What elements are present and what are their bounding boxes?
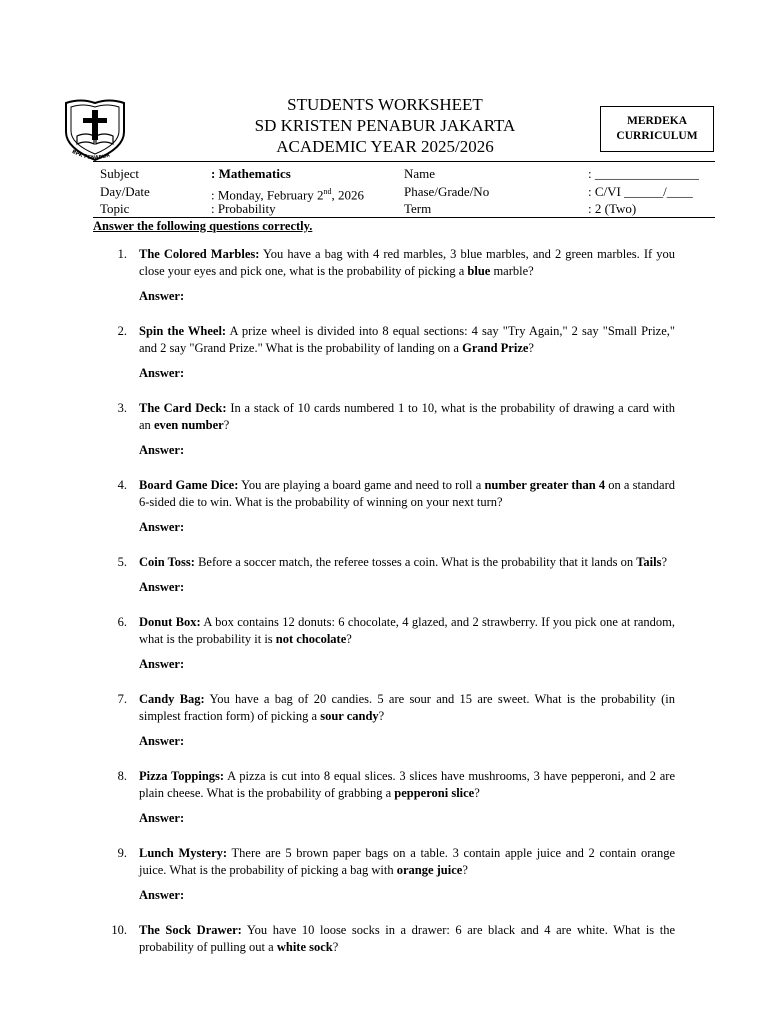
- name-field[interactable]: : ________________: [588, 166, 699, 181]
- question-text: Board Game Dice: You are playing a board game and need to roll a number greater than 4 on a standard 6-sided die to win. What is the probability of winning on your next turn?: [139, 478, 676, 509]
- worksheet-title: [230, 94, 540, 157]
- answer-label[interactable]: Answer:: [139, 366, 185, 380]
- daydate-label: Day/Date: [100, 183, 150, 199]
- phase-field[interactable]: : C/VI ______/____: [588, 183, 693, 199]
- question-text: Candy Bag: You have a bag of 20 candies. 5 are sour and 15 are sweet. What is the probability (in simplest fraction form) of picking a sour candy?: [139, 692, 675, 723]
- question-number: 6.: [117, 615, 127, 629]
- answer-label[interactable]: Answer:: [139, 443, 185, 457]
- question-item: [93, 691, 675, 750]
- topic-value: : Probability: [211, 201, 276, 216]
- question-text: The Card Deck: In a stack of 10 cards numbered 1 to 10, what is the probability of drawing a card with an even number?: [139, 401, 676, 432]
- question-title: Donut Box:: [139, 615, 201, 629]
- student-info-table: [100, 165, 715, 218]
- question-title: Lunch Mystery:: [139, 846, 228, 860]
- question-text: The Colored Marbles: You have a bag with 4 red marbles, 3 blue marbles, and 2 green marbles. If you close your eyes and pick one, what is the probability of picking a blue marble?: [139, 247, 675, 278]
- question-number: 3.: [117, 401, 127, 415]
- question-number: 9.: [117, 846, 127, 860]
- answer-label[interactable]: Answer:: [139, 289, 185, 303]
- question-text: Spin the Wheel: A prize wheel is divided into 8 equal sections: 4 say "Try Again," 2 say "Small Prize," and 2 say "Grand Prize." What is the probability of landing on a Grand Prize?: [139, 324, 676, 355]
- curriculum-box: [600, 106, 714, 152]
- answer-label[interactable]: Answer:: [139, 811, 185, 825]
- instruction: Answer the following questions correctly.: [93, 219, 313, 233]
- question-keyword: blue: [467, 264, 491, 278]
- question-list: [93, 246, 675, 974]
- question-item: [93, 554, 675, 596]
- question-number: 7.: [117, 692, 127, 706]
- question-keyword: number greater than 4: [484, 478, 606, 492]
- question-number: 8.: [117, 769, 127, 783]
- question-keyword: white sock: [276, 940, 333, 954]
- question-keyword: Grand Prize: [462, 341, 529, 355]
- question-number: 5.: [117, 555, 127, 569]
- question-item: [93, 246, 675, 305]
- header-divider-bottom: [93, 217, 715, 218]
- question-title: Board Game Dice:: [139, 478, 239, 492]
- question-keyword: not chocolate: [275, 632, 347, 646]
- question-text: Donut Box: A box contains 12 donuts: 6 chocolate, 4 glazed, and 2 strawberry. If you pick one at random, what is the probability it is not chocolate?: [139, 615, 676, 646]
- title-line: STUDENTS WORKSHEET: [287, 95, 483, 114]
- question-title: The Sock Drawer:: [139, 923, 242, 937]
- question-title: Spin the Wheel:: [139, 324, 227, 338]
- name-label: Name: [404, 166, 436, 181]
- daydate-value: : Monday, February 2nd, 2026: [211, 186, 365, 202]
- question-text: Coin Toss: Before a soccer match, the referee tosses a coin. What is the probability that it lands on Tails?: [139, 555, 668, 569]
- answer-label[interactable]: Answer:: [139, 580, 185, 594]
- question-text: The Sock Drawer: You have 10 loose socks in a drawer: 6 are black and 4 are white. What is the probability of pulling out a white sock?: [139, 923, 676, 954]
- answer-label[interactable]: Answer:: [139, 888, 185, 902]
- question-item: [93, 400, 675, 459]
- question-number: 4.: [117, 478, 127, 492]
- term-value: : 2 (Two): [588, 201, 637, 216]
- phase-label: Phase/Grade/No: [404, 183, 490, 199]
- subject-label: Subject: [100, 166, 139, 181]
- question-title: Candy Bag:: [139, 692, 205, 706]
- curriculum-line: CURRICULUM: [616, 130, 698, 142]
- answer-label[interactable]: Answer:: [139, 657, 185, 671]
- title-line: ACADEMIC YEAR 2025/2026: [276, 137, 494, 156]
- svg-text:BPK PENABUR: BPK PENABUR: [70, 148, 111, 162]
- question-keyword: pepperoni slice: [394, 786, 475, 800]
- question-text: Pizza Toppings: A pizza is cut into 8 equal slices. 3 slices have mushrooms, 3 have pepperoni, and 2 are plain cheese. What is the probability of grabbing a pepperoni slice?: [139, 769, 675, 800]
- subject-value: : Mathematics: [211, 166, 291, 181]
- question-number: 10.: [111, 923, 127, 937]
- question-title: The Colored Marbles:: [139, 247, 260, 261]
- question-keyword: orange juice: [396, 863, 463, 877]
- question-keyword: Tails: [636, 555, 662, 569]
- answer-label[interactable]: Answer:: [139, 520, 185, 534]
- question-item: [93, 614, 675, 673]
- question-item: [93, 477, 675, 536]
- question-text: Lunch Mystery: There are 5 brown paper bags on a table. 3 contain apple juice and 2 contain orange juice. What is the probability of picking a bag with orange juice?: [139, 846, 675, 877]
- topic-label: Topic: [100, 201, 130, 216]
- answer-label[interactable]: Answer:: [139, 734, 185, 748]
- info-row: [100, 165, 715, 183]
- term-label: Term: [404, 201, 432, 216]
- question-item: [93, 323, 675, 382]
- question-title: The Card Deck:: [139, 401, 227, 415]
- question-number: 2.: [117, 324, 127, 338]
- school-logo: [63, 98, 127, 164]
- question-keyword: sour candy: [320, 709, 379, 723]
- question-item: [93, 768, 675, 827]
- question-item: [93, 922, 675, 956]
- question-keyword: even number: [153, 418, 224, 432]
- title-line: SD KRISTEN PENABUR JAKARTA: [254, 116, 516, 135]
- question-number: 1.: [117, 247, 127, 261]
- question-item: [93, 845, 675, 904]
- curriculum-line: MERDEKA: [626, 115, 688, 127]
- info-row: [100, 200, 715, 218]
- question-title: Coin Toss:: [139, 555, 195, 569]
- info-row: [100, 183, 715, 201]
- header-divider-top: [93, 161, 715, 162]
- question-title: Pizza Toppings:: [139, 769, 225, 783]
